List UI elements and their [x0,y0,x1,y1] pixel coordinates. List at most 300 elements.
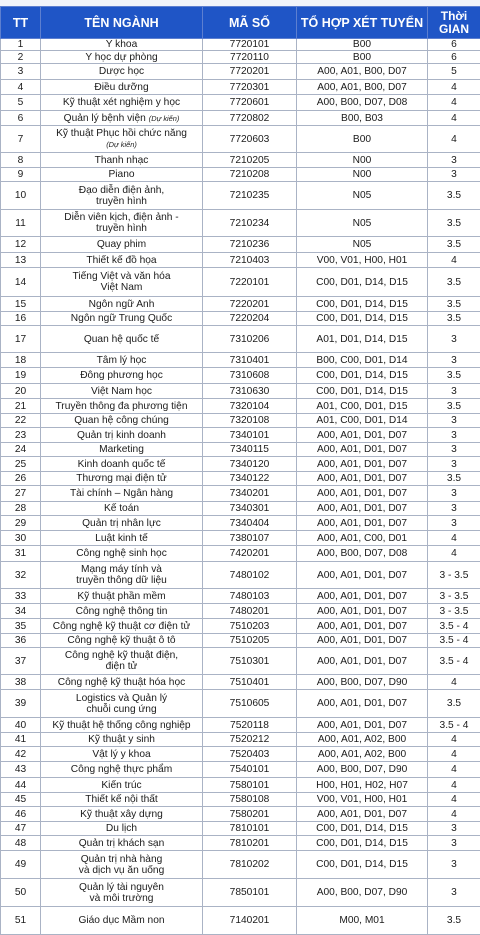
row-combo: A00, A01, D01, D07 [297,428,428,443]
row-name-line: Quản trị kinh doanh [43,430,200,441]
row-name [41,428,203,443]
row-time: 3 [428,384,480,399]
row-code: 7520403 [203,747,297,762]
row-name-line: Giáo dục Mầm non [43,915,200,926]
table-row [1,111,480,126]
row-name [41,111,203,126]
row-stt: 45 [1,793,41,807]
table-row [1,486,480,502]
header-time [428,7,480,39]
row-name [41,718,203,733]
row-combo: A00, A01, B00, D07 [297,64,428,80]
row-name [41,619,203,634]
table-row [1,793,480,807]
table-row [1,80,480,95]
row-name [41,64,203,80]
row-combo: V00, V01, H00, H01 [297,793,428,807]
row-stt: 20 [1,384,41,399]
row-time: 4 [428,95,480,111]
row-combo: A00, A01, D01, D07 [297,634,428,648]
row-name-line: Kỹ thuật Phục hồi chức năng [43,128,200,139]
row-time: 6 [428,51,480,64]
row-code: 7320108 [203,414,297,428]
row-name-line: Công nghệ thông tin [43,606,200,617]
row-code: 7520118 [203,718,297,733]
table-row [1,836,480,851]
row-combo: A00, A01, D01, D07 [297,457,428,472]
row-combo: A00, B00, D07, D90 [297,762,428,778]
row-time: 3.5 [428,182,480,210]
row-name-line: Quản trị khách sạn [43,838,200,849]
row-stt: 30 [1,531,41,546]
row-combo: B00 [297,51,428,64]
row-time: 3 [428,879,480,907]
row-stt: 6 [1,111,41,126]
row-name [41,472,203,486]
row-code: 7340122 [203,472,297,486]
table-row [1,182,480,210]
row-stt: 41 [1,733,41,747]
row-code: 7540101 [203,762,297,778]
row-name [41,457,203,472]
row-time: 3 [428,502,480,516]
table-row [1,268,480,297]
row-name-line: truyền hình [43,196,200,207]
row-name-line: Kỹ thuật hệ thống công nghiệp [43,720,200,731]
table-row [1,210,480,237]
row-time: 4 [428,793,480,807]
row-name [41,562,203,589]
row-name [41,486,203,502]
table-row [1,851,480,879]
row-code: 7210403 [203,253,297,268]
row-combo: B00 [297,126,428,153]
row-stt: 37 [1,648,41,675]
row-stt: 27 [1,486,41,502]
row-combo: A01, C00, D01, D15 [297,399,428,414]
table-row [1,414,480,428]
row-name-line: Công nghệ kỹ thuật ô tô [43,635,200,646]
table-row [1,747,480,762]
row-time: 3 [428,836,480,851]
row-combo: A00, A01, D01, D07 [297,589,428,604]
row-name [41,836,203,851]
row-stt: 5 [1,95,41,111]
row-time: 6 [428,39,480,51]
row-combo: A00, A01, D01, D07 [297,690,428,718]
row-code: 7480103 [203,589,297,604]
row-code: 7210208 [203,168,297,182]
row-name-line: Luật kinh tế [43,533,200,544]
row-code: 7480102 [203,562,297,589]
row-time: 3 [428,428,480,443]
row-code: 7850101 [203,879,297,907]
row-combo: A00, A01, D01, D07 [297,718,428,733]
row-stt: 23 [1,428,41,443]
row-name [41,516,203,531]
row-name-line: Công nghệ thực phẩm [43,764,200,775]
row-time: 4 [428,80,480,95]
row-name-line: và dịch vụ ăn uống [43,865,200,876]
row-combo: A00, B00, D07, D08 [297,95,428,111]
row-stt: 34 [1,604,41,619]
row-combo: A00, A01, D01, D07 [297,502,428,516]
row-name [41,807,203,822]
row-combo: A00, A01, C00, D01 [297,531,428,546]
row-time: 3.5 [428,210,480,237]
row-stt: 49 [1,851,41,879]
row-combo: A01, C00, D01, D14 [297,414,428,428]
row-code: 7510401 [203,675,297,690]
row-stt: 24 [1,443,41,457]
row-name-line: Công nghệ sinh học [43,548,200,559]
table-row [1,368,480,384]
row-name-line: Kỹ thuật xét nghiệm y học [43,97,200,108]
row-stt: 29 [1,516,41,531]
row-stt: 9 [1,168,41,182]
row-time: 4 [428,762,480,778]
row-name [41,778,203,793]
table-row [1,516,480,531]
row-stt: 12 [1,237,41,253]
row-combo: A00, A01, B00, D07 [297,80,428,95]
row-stt: 44 [1,778,41,793]
row-name-line: và môi trường [43,893,200,904]
row-name [41,762,203,778]
row-name-line: Ngôn ngữ Trung Quốc [43,313,200,324]
row-stt: 36 [1,634,41,648]
row-code: 7340201 [203,486,297,502]
row-combo: N05 [297,237,428,253]
row-time: 5 [428,64,480,80]
row-time: 3.5 [428,399,480,414]
row-code: 7720802 [203,111,297,126]
table-row [1,353,480,368]
row-name [41,414,203,428]
row-name-line: Tâm lý học [43,355,200,366]
row-time: 3 - 3.5 [428,604,480,619]
row-name [41,822,203,836]
row-combo: C00, D01, D14, D15 [297,851,428,879]
row-name [41,326,203,353]
row-combo: B00, B03 [297,111,428,126]
table-row [1,562,480,589]
row-stt: 18 [1,353,41,368]
row-code: 7340404 [203,516,297,531]
row-stt: 47 [1,822,41,836]
row-name-line: Tài chính – Ngân hàng [43,488,200,499]
row-code: 7720603 [203,126,297,153]
row-combo: N05 [297,210,428,237]
row-time: 3.5 [428,907,480,935]
row-name [41,39,203,51]
row-code: 7220101 [203,268,297,297]
row-combo: N05 [297,182,428,210]
row-name-line: Piano [43,169,200,180]
row-code: 7510605 [203,690,297,718]
table-row [1,126,480,153]
row-time: 3.5 [428,312,480,326]
table-body [1,39,480,935]
row-name [41,747,203,762]
row-name [41,793,203,807]
row-name [41,634,203,648]
row-name-line: Y học dự phòng [43,52,200,63]
table-row [1,64,480,80]
row-name-line: điện tử [43,661,200,672]
table-row [1,326,480,353]
row-name-line: Quan hệ quốc tế [43,334,200,345]
row-name-line: Quản lý bệnh viện [64,113,146,124]
header-stt: TT [1,7,41,39]
row-name [41,546,203,562]
row-code: 7580101 [203,778,297,793]
row-time: 3 [428,822,480,836]
table-row [1,634,480,648]
table-row [1,399,480,414]
row-name-line: Điều dưỡng [43,82,200,93]
table-row [1,428,480,443]
row-name [41,210,203,237]
row-name [41,80,203,95]
row-time: 3.5 - 4 [428,718,480,733]
row-time: 4 [428,111,480,126]
row-name [41,502,203,516]
row-combo: A00, B00, D07, D90 [297,675,428,690]
row-code: 7720110 [203,51,297,64]
row-name-line: Tiếng Việt và văn hóa [43,271,200,282]
row-stt: 39 [1,690,41,718]
row-time: 3 - 3.5 [428,589,480,604]
row-stt: 13 [1,253,41,268]
row-name-line: Kỹ thuật y sinh [43,734,200,745]
row-stt: 19 [1,368,41,384]
row-code: 7310630 [203,384,297,399]
row-name-line: Đạo diễn điện ảnh, [43,185,200,196]
row-time: 4 [428,675,480,690]
row-time: 4 [428,733,480,747]
row-time: 4 [428,531,480,546]
row-name-note: (Dự kiến) [43,139,200,150]
row-code: 7720101 [203,39,297,51]
row-time: 4 [428,253,480,268]
row-name-line: Thiết kế nội thất [43,794,200,805]
row-code: 7310401 [203,353,297,368]
row-time: 3 [428,153,480,168]
row-code: 7810202 [203,851,297,879]
row-combo: M00, M01 [297,907,428,935]
row-name-line: Công nghệ kỹ thuật cơ điện tử [43,621,200,632]
row-combo: H00, H01, H02, H07 [297,778,428,793]
row-code: 7810201 [203,836,297,851]
header-time-line2: GIAN [430,23,478,36]
row-code: 7720301 [203,80,297,95]
row-name [41,384,203,399]
row-name-line: Đông phương học [43,370,200,381]
table-row [1,822,480,836]
row-combo: A00, B00, D07, D90 [297,879,428,907]
row-name-line: Kiến trúc [43,780,200,791]
row-code: 7310206 [203,326,297,353]
row-name-line: Vật lý y khoa [43,749,200,760]
row-stt: 40 [1,718,41,733]
table-row [1,879,480,907]
row-code: 7320104 [203,399,297,414]
row-name [41,237,203,253]
row-name-line: Kỹ thuật phần mềm [43,591,200,602]
row-stt: 42 [1,747,41,762]
table-row [1,39,480,51]
row-code: 7140201 [203,907,297,935]
row-time: 3.5 [428,472,480,486]
row-code: 7210236 [203,237,297,253]
row-name [41,690,203,718]
table-row [1,733,480,747]
row-stt: 4 [1,80,41,95]
row-time: 3 [428,457,480,472]
row-combo: C00, D01, D14, D15 [297,297,428,312]
header-time-line1: Thời [430,10,478,23]
row-combo: V00, V01, H00, H01 [297,253,428,268]
row-code: 7210205 [203,153,297,168]
row-name [41,253,203,268]
row-code: 7810101 [203,822,297,836]
row-time: 3.5 [428,268,480,297]
table-row [1,718,480,733]
row-stt: 11 [1,210,41,237]
row-name [41,879,203,907]
row-name [41,733,203,747]
row-stt: 48 [1,836,41,851]
row-code: 7720601 [203,95,297,111]
row-name-line: Thanh nhạc [43,155,200,166]
table-row [1,762,480,778]
table-row [1,502,480,516]
row-stt: 1 [1,39,41,51]
row-code: 7340101 [203,428,297,443]
row-code: 7310608 [203,368,297,384]
table-row [1,312,480,326]
table-row [1,472,480,486]
row-time: 4 [428,546,480,562]
row-code: 7220201 [203,297,297,312]
row-code: 7340115 [203,443,297,457]
row-code: 7480201 [203,604,297,619]
row-stt: 17 [1,326,41,353]
row-stt: 50 [1,879,41,907]
row-time: 3 - 3.5 [428,562,480,589]
row-time: 3 [428,168,480,182]
row-name [41,268,203,297]
row-name [41,297,203,312]
row-stt: 2 [1,51,41,64]
row-code: 7340301 [203,502,297,516]
row-stt: 14 [1,268,41,297]
row-name-line: Việt Nam học [43,386,200,397]
table-row [1,807,480,822]
row-combo: A00, A01, D01, D07 [297,619,428,634]
row-name [41,589,203,604]
row-code: 7220204 [203,312,297,326]
row-name [41,126,203,153]
row-name-line: Quản trị nhân lực [43,518,200,529]
row-code: 7420201 [203,546,297,562]
row-time: 3.5 [428,368,480,384]
row-name-line: Kỹ thuật xây dựng [43,809,200,820]
table-row [1,384,480,399]
row-time: 3.5 - 4 [428,634,480,648]
row-name-line: Thiết kế đồ họa [43,255,200,266]
row-name-line: Truyền thông đa phương tiện [43,401,200,412]
header-combo: TỔ HỢP XÉT TUYỂN [297,7,428,39]
row-time: 3.5 - 4 [428,619,480,634]
row-time: 4 [428,747,480,762]
row-time: 3 [428,443,480,457]
row-combo: A01, D01, D14, D15 [297,326,428,353]
row-name-line: Du lịch [43,823,200,834]
majors-table [0,6,480,935]
row-name [41,399,203,414]
header-code: MÃ SỐ [203,7,297,39]
row-time: 3 [428,486,480,502]
row-code: 7510203 [203,619,297,634]
row-time: 3.5 [428,237,480,253]
row-stt: 15 [1,297,41,312]
row-stt: 35 [1,619,41,634]
row-time: 3 [428,326,480,353]
row-name [41,153,203,168]
row-combo: C00, D01, D14, D15 [297,822,428,836]
row-combo: C00, D01, D14, D15 [297,836,428,851]
row-name [41,675,203,690]
row-code: 7580201 [203,807,297,822]
row-stt: 25 [1,457,41,472]
table-row [1,690,480,718]
row-time: 3.5 [428,690,480,718]
row-name [41,907,203,935]
row-stt: 22 [1,414,41,428]
row-stt: 32 [1,562,41,589]
row-combo: C00, D01, D14, D15 [297,312,428,326]
row-time: 3 [428,353,480,368]
row-name-line: Mạng máy tính và [43,564,200,575]
row-name [41,443,203,457]
row-time: 3.5 [428,297,480,312]
row-stt: 7 [1,126,41,153]
row-name [41,648,203,675]
row-name-line: chuỗi cung ứng [43,704,200,715]
row-code: 7380107 [203,531,297,546]
row-name-line: Quản trị nhà hàng [43,854,200,865]
row-code: 7580108 [203,793,297,807]
table-row [1,457,480,472]
row-stt: 26 [1,472,41,486]
row-code: 7510205 [203,634,297,648]
row-name-line: Ngôn ngữ Anh [43,299,200,310]
row-combo: A00, A01, D01, D07 [297,516,428,531]
table-row [1,604,480,619]
table-row [1,907,480,935]
row-time: 4 [428,778,480,793]
table-row [1,675,480,690]
row-name-line: Dược học [43,66,200,77]
table-row [1,531,480,546]
row-name [41,312,203,326]
row-combo: A00, A01, D01, D07 [297,648,428,675]
row-combo: A00, A01, D01, D07 [297,562,428,589]
row-stt: 21 [1,399,41,414]
row-name-line: Quay phim [43,239,200,250]
